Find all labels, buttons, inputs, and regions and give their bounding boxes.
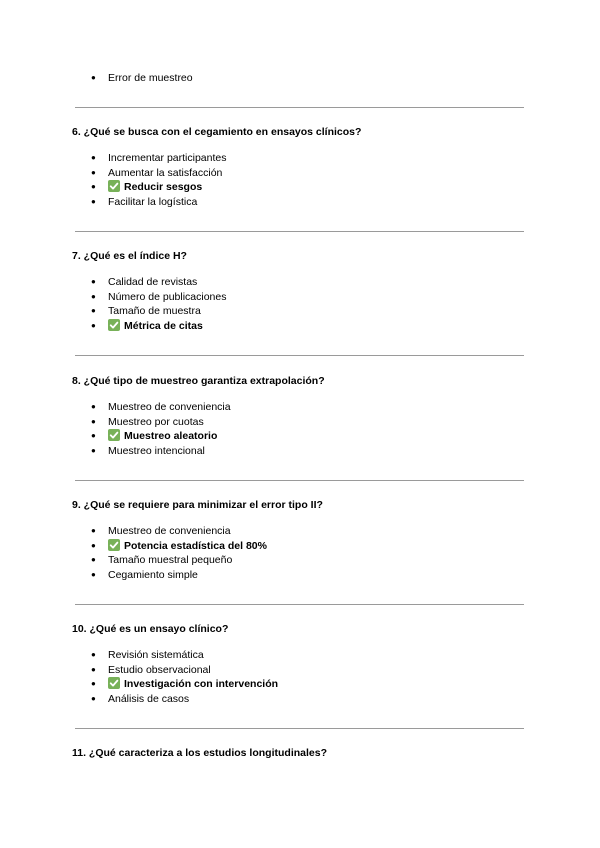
bullet-icon: ● [91, 570, 96, 580]
bullet-icon: ● [91, 446, 96, 456]
question-title-q9: 9. ¿Qué se requiere para minimizar el error tipo II? [72, 499, 323, 511]
bullet-icon: ● [91, 277, 96, 286]
bullet-icon: ● [91, 291, 96, 301]
answer-text: Aumentar la satisfacción [108, 166, 223, 179]
bullet-icon: ● [91, 555, 96, 565]
question-title-q10: 10. ¿Qué es un ensayo clínico? [72, 623, 229, 635]
answer-text: Análisis de casos [108, 693, 190, 706]
answer-text-correct: Investigación con intervención [108, 677, 278, 692]
bullet-icon: ● [91, 679, 96, 689]
bullet-icon: ● [91, 402, 96, 411]
bullet-icon: ● [91, 526, 96, 535]
answer-text: Muestreo intencional [108, 445, 205, 458]
bullet-icon: ● [91, 664, 96, 674]
bullet-icon: ● [91, 694, 96, 704]
answer-text: Error de muestreo [108, 72, 193, 84]
check-mark-button-icon [108, 319, 120, 331]
answer-text: Tamaño de muestra [108, 305, 201, 318]
bullet-icon: ● [91, 167, 96, 177]
question-title-q6: 6. ¿Qué se busca con el cegamiento en ensayos clínicos? [72, 126, 362, 138]
section-divider [75, 231, 524, 232]
question-title-q11: 11. ¿Qué caracteriza a los estudios longitudinales? [72, 747, 327, 759]
answer-text: Muestreo de conveniencia [108, 525, 231, 537]
answer-text: Muestreo de conveniencia [108, 401, 231, 413]
bullet-icon: ● [91, 650, 96, 659]
check-mark-button-icon [108, 180, 120, 192]
question-title-q8: 8. ¿Qué tipo de muestreo garantiza extrapolación? [72, 375, 325, 387]
answer-text: Incrementar participantes [108, 152, 227, 164]
answer-text: Calidad de revistas [108, 276, 198, 288]
bullet-icon: ● [91, 416, 96, 426]
answer-text: Revisión sistemática [108, 649, 204, 661]
answer-text-correct: Potencia estadística del 80% [108, 539, 267, 554]
section-divider [75, 107, 524, 108]
bullet-icon: ● [91, 182, 96, 192]
question-title-q7: 7. ¿Qué es el índice H? [72, 250, 187, 262]
answer-text: Muestreo por cuotas [108, 415, 204, 428]
check-mark-button-icon [108, 677, 120, 689]
bullet-icon: ● [91, 321, 96, 331]
bullet-icon: ● [91, 431, 96, 441]
answer-text: Estudio observacional [108, 663, 211, 676]
answer-text-correct: Métrica de citas [108, 319, 203, 334]
check-mark-button-icon [108, 429, 120, 441]
answer-text: Número de publicaciones [108, 290, 227, 303]
answer-text: Tamaño muestral pequeño [108, 554, 233, 567]
section-divider [75, 480, 524, 481]
section-divider [75, 604, 524, 605]
bullet-icon: ● [91, 540, 96, 550]
check-mark-button-icon [108, 539, 120, 551]
bullet-icon: ● [91, 197, 96, 207]
answer-text: Cegamiento simple [108, 569, 198, 582]
section-divider [75, 355, 524, 356]
answer-text: Facilitar la logística [108, 196, 198, 209]
bullet-icon: ● [91, 153, 96, 162]
bullet-icon: ● [91, 306, 96, 316]
section-divider [75, 728, 524, 729]
answer-text-correct: Reducir sesgos [108, 180, 202, 195]
bullet-icon: ● [91, 73, 96, 82]
answer-text-correct: Muestreo aleatorio [108, 429, 217, 444]
